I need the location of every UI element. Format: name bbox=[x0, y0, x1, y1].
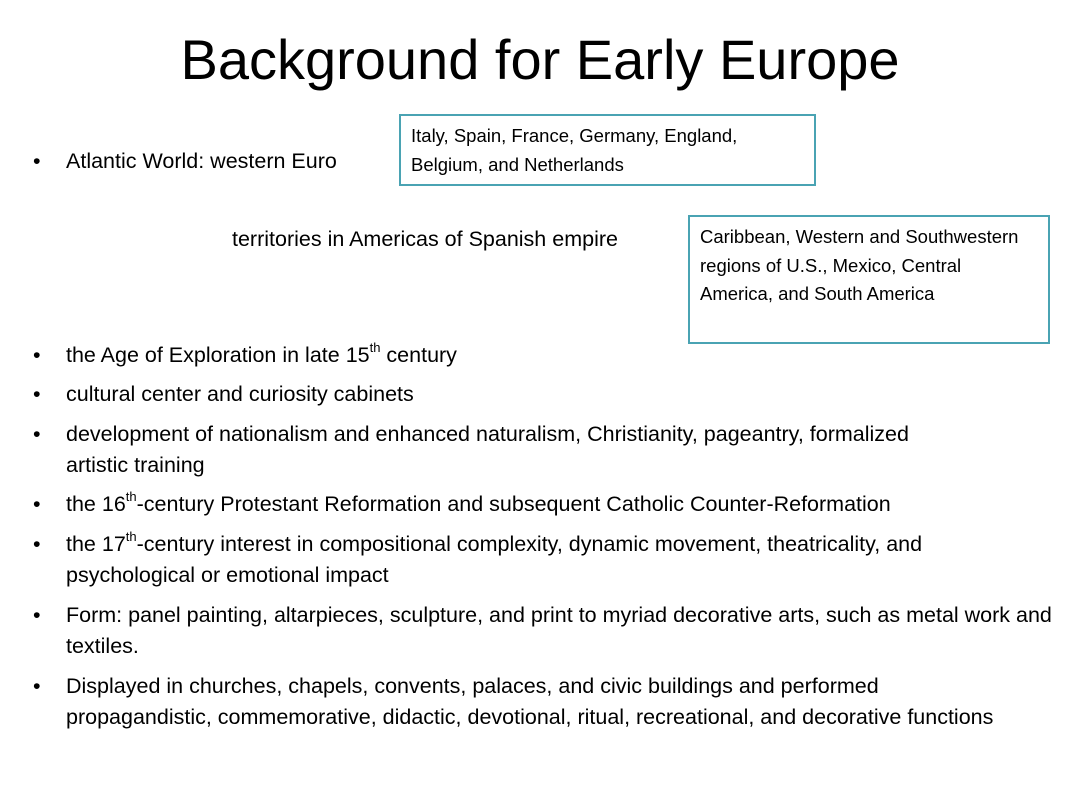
bullet-form bbox=[33, 600, 1056, 662]
bullet-dot: • bbox=[33, 674, 41, 698]
callout-americas-regions bbox=[688, 215, 1050, 344]
bullet-text: the 17th-century interest in compositional complexity, dynamic movement, theatricality, and psychological or emotional impact bbox=[66, 528, 923, 587]
bullet-text: development of nationalism and enhanced naturalism, Christianity, pageantry, formalized artistic training bbox=[66, 422, 909, 477]
bullet-reformation bbox=[33, 488, 1066, 520]
bullet-text: the 16th-century Protestant Reformation and subsequent Catholic Counter-Reformation bbox=[66, 488, 891, 516]
slide-title: Background for Early Europe bbox=[180, 28, 900, 91]
bullet-dot: • bbox=[33, 422, 41, 446]
bullet-age-of-exploration bbox=[33, 339, 1046, 371]
bullet-text: the Age of Exploration in late 15th century bbox=[66, 339, 457, 367]
bullet-displayed bbox=[33, 671, 1026, 733]
bullet-dot: • bbox=[33, 382, 41, 406]
bullet-dot: • bbox=[33, 343, 41, 367]
callout-text: Caribbean, Western and Southwestern regions of U.S., Mexico, Central America, and South America bbox=[700, 226, 1019, 304]
bullet-dot: • bbox=[33, 149, 41, 173]
bullet-dot: • bbox=[33, 603, 41, 627]
bullet-atlantic-world bbox=[33, 146, 406, 177]
bullet-dot: • bbox=[33, 492, 41, 516]
territories-line: territories in Americas of Spanish empire bbox=[232, 227, 618, 251]
bullet-text: Atlantic World: western Euro bbox=[66, 149, 337, 173]
bullet-text: Form: panel painting, altarpieces, sculpture, and print to myriad decorative arts, such as metal work and textiles. bbox=[66, 603, 1052, 658]
bullet-cultural-center bbox=[33, 379, 1046, 410]
callout-text: Italy, Spain, France, Germany, England, Belgium, and Netherlands bbox=[411, 125, 738, 175]
callout-european-countries bbox=[399, 114, 816, 186]
bullet-text: Displayed in churches, chapels, convents, palaces, and civic buildings and performed propagandistic, commemorative, didactic, devotional, ritual, recreational, and decorative functions bbox=[66, 674, 994, 729]
bullet-text: cultural center and curiosity cabinets bbox=[66, 382, 414, 406]
bullet-17th-century bbox=[33, 528, 1056, 591]
bullet-dot: • bbox=[33, 532, 41, 556]
bullet-nationalism bbox=[33, 419, 946, 481]
